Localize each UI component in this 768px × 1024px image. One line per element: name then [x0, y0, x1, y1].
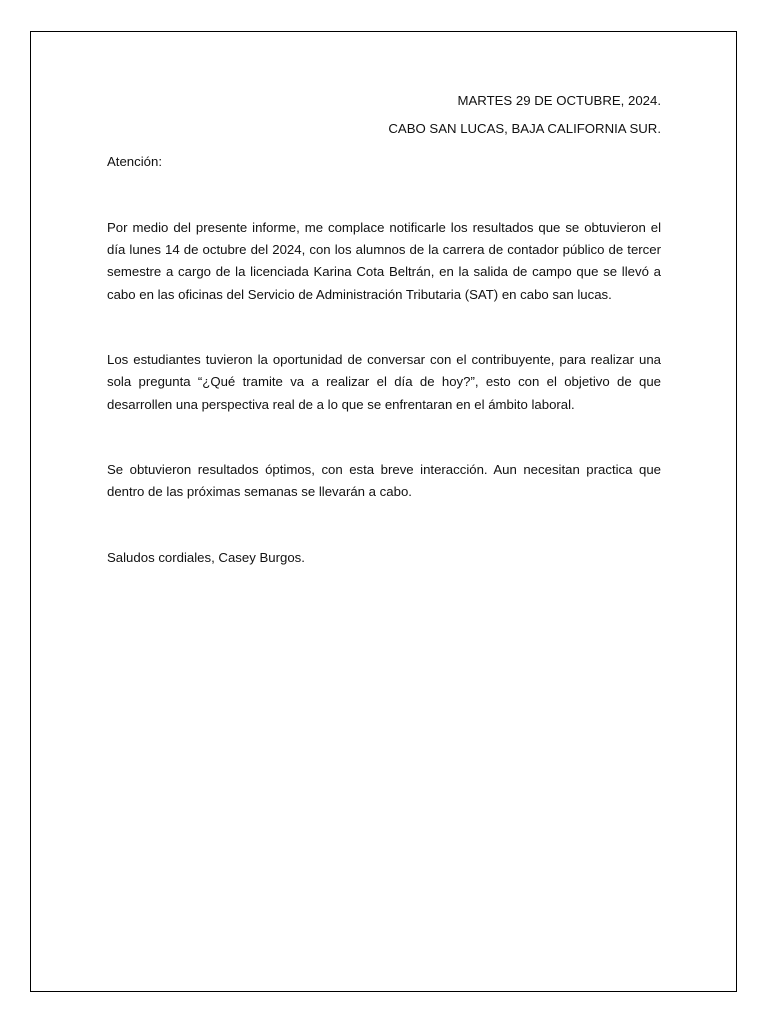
letter-paragraph-3: Se obtuvieron resultados óptimos, con esta breve interacción. Aun necesitan practica que dentro de las próximas semanas se llevarán a cabo. [107, 461, 661, 500]
letter-closing: Saludos cordiales, Casey Burgos. [107, 549, 305, 565]
letter-paragraph-2: Los estudiantes tuvieron la oportunidad de conversar con el contribuyente, para realizar una sola pregunta “¿Qué tramite va a realizar el día de hoy?”, esto con el objetivo de que desarrollen una perspectiva real de a lo que se enfrentaran en el ámbito laboral. [107, 352, 661, 412]
letter-salutation: Atención: [107, 153, 162, 169]
letter-paragraph-1: Por medio del presente informe, me complace notificarle los resultados que se obtuvieron el día lunes 14 de octubre del 2024, con los alumnos de la carrera de contador público de tercer semestre a cargo de la licenciada Karina Cota Beltrán, en la salida de campo que se llevó a cabo en las oficinas del Servicio de Administración Tributaria (SAT) en cabo san lucas. [107, 219, 661, 302]
letter-date: MARTES 29 DE OCTUBRE, 2024. [457, 93, 661, 108]
letter-body [107, 90, 661, 569]
document-page [30, 31, 737, 992]
letter-place: CABO SAN LUCAS, BAJA CALIFORNIA SUR. [388, 121, 661, 137]
